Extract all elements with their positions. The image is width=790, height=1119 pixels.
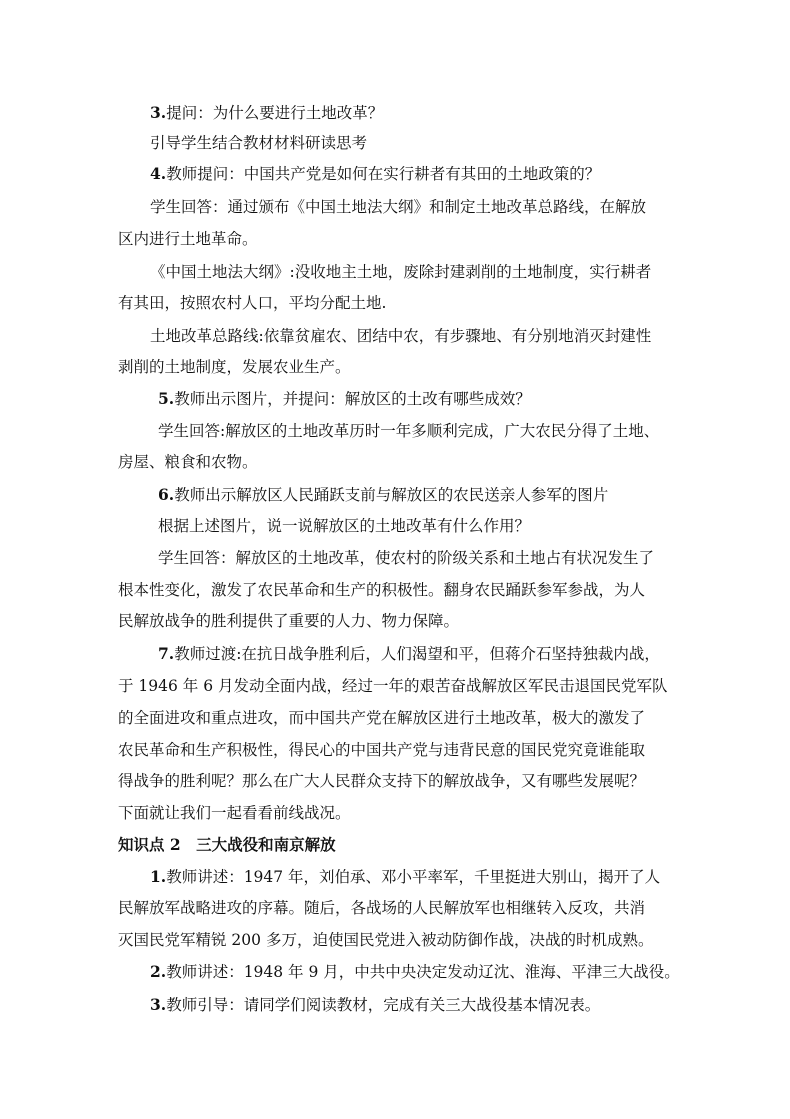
item-number: 5. (158, 389, 175, 408)
item-5 (158, 389, 531, 409)
item-1 (150, 867, 660, 887)
paragraph-line: 房屋、粮食和农物。 (118, 453, 258, 471)
paragraph-line: 灭国民党军精锐 200 多万，迫使国民党进入被动防御作战，决战的时机成熟。 (118, 931, 654, 949)
item-text: 教师提问：中国共产党是如何在实行耕者有其田的土地政策的？ (166, 165, 601, 183)
paragraph-line: 引导学生结合教材材料研读思考 (150, 134, 368, 152)
paragraph-line: 学生回答：解放区的土地改革，使农村的阶级关系和土地占有状况发生了 (158, 549, 655, 567)
item-text: 教师讲述：1947 年，刘伯承、邓小平率军，千里挺进大别山，揭开了人 (166, 868, 661, 886)
paragraph-line: 《中国土地法大纲》:没收地主土地，废除封建剥削的土地制度，实行耕者 (150, 263, 652, 281)
item-2 (150, 962, 680, 982)
paragraph-line: 民解放军战略进攻的序幕。随后，各战场的人民解放军也相继转入反攻，共消 (118, 899, 646, 917)
paragraph-line: 得战争的胜利呢？那么在广大人民群众支持下的解放战争，又有哪些发展呢？ (118, 772, 646, 790)
item-number: 7. (158, 644, 175, 663)
paragraph-line: 根本性变化，激发了农民革命和生产的积极性。翻身农民踊跃参军参战，为人 (118, 581, 646, 599)
paragraph-line: 有其田，按照农村人口，平均分配土地. (118, 294, 387, 312)
item-text: 教师讲述：1948 年 9 月，中共中央决定发动辽沈、淮海、平津三大战役。 (166, 963, 680, 981)
item-3 (150, 103, 383, 123)
paragraph-line: 下面就让我们一起看看前线战况。 (118, 804, 351, 822)
paragraph-line: 剥削的土地制度，发展农业生产。 (118, 358, 351, 376)
paragraph-line: 根据上述图片，说一说解放区的土地改革有什么作用？ (158, 517, 531, 535)
paragraph-line: 农民革命和生产积极性，得民心的中国共产党与违背民意的国民党究竟谁能取 (118, 741, 646, 759)
paragraph-line: 学生回答：通过颁布《中国土地法大纲》和制定土地改革总路线，在解放 (150, 198, 647, 216)
paragraph-line: 于 1946 年 6 月发动全面内战，经过一年的艰苦奋战解放区军民击退国民党军队 (118, 677, 668, 695)
item-text: 教师出示解放区人民踊跃支前与解放区的农民送亲人参军的图片 (174, 486, 609, 504)
item-number: 4. (150, 164, 167, 183)
item-7 (158, 644, 660, 664)
item-number: 1. (150, 867, 167, 886)
paragraph-line: 民解放战争的胜利提供了重要的人力、物力保障。 (118, 612, 460, 630)
paragraph-line: 土地改革总路线:依靠贫雇农、团结中农，有步骤地、有分别地消灭封建性 (150, 327, 652, 345)
item-number: 6. (158, 485, 175, 504)
section-heading: 知识点 2 三大战役和南京解放 (118, 835, 336, 854)
item-number: 2. (150, 962, 167, 981)
item-number: 3. (150, 995, 167, 1014)
paragraph-line: 区内进行土地革命。 (118, 230, 258, 248)
paragraph-line: 学生回答:解放区的土地改革历时一年多顺利完成，广大农民分得了土地、 (158, 422, 660, 440)
item-4 (150, 164, 600, 184)
item-6 (158, 485, 608, 505)
paragraph-line: 的全面进攻和重点进攻，而中国共产党在解放区进行土地改革，极大的激发了 (118, 709, 646, 727)
item-text: 教师出示图片，并提问：解放区的土改有哪些成效？ (174, 390, 531, 408)
item-text: 提问：为什么要进行土地改革？ (166, 104, 384, 122)
item-number: 3. (150, 103, 167, 122)
item-text: 教师过渡:在抗日战争胜利后，人们渴望和平，但蒋介石坚持独裁内战， (174, 645, 660, 663)
item-text: 教师引导：请同学们阅读教材，完成有关三大战役基本情况表。 (166, 996, 601, 1014)
item-3b (150, 995, 600, 1015)
